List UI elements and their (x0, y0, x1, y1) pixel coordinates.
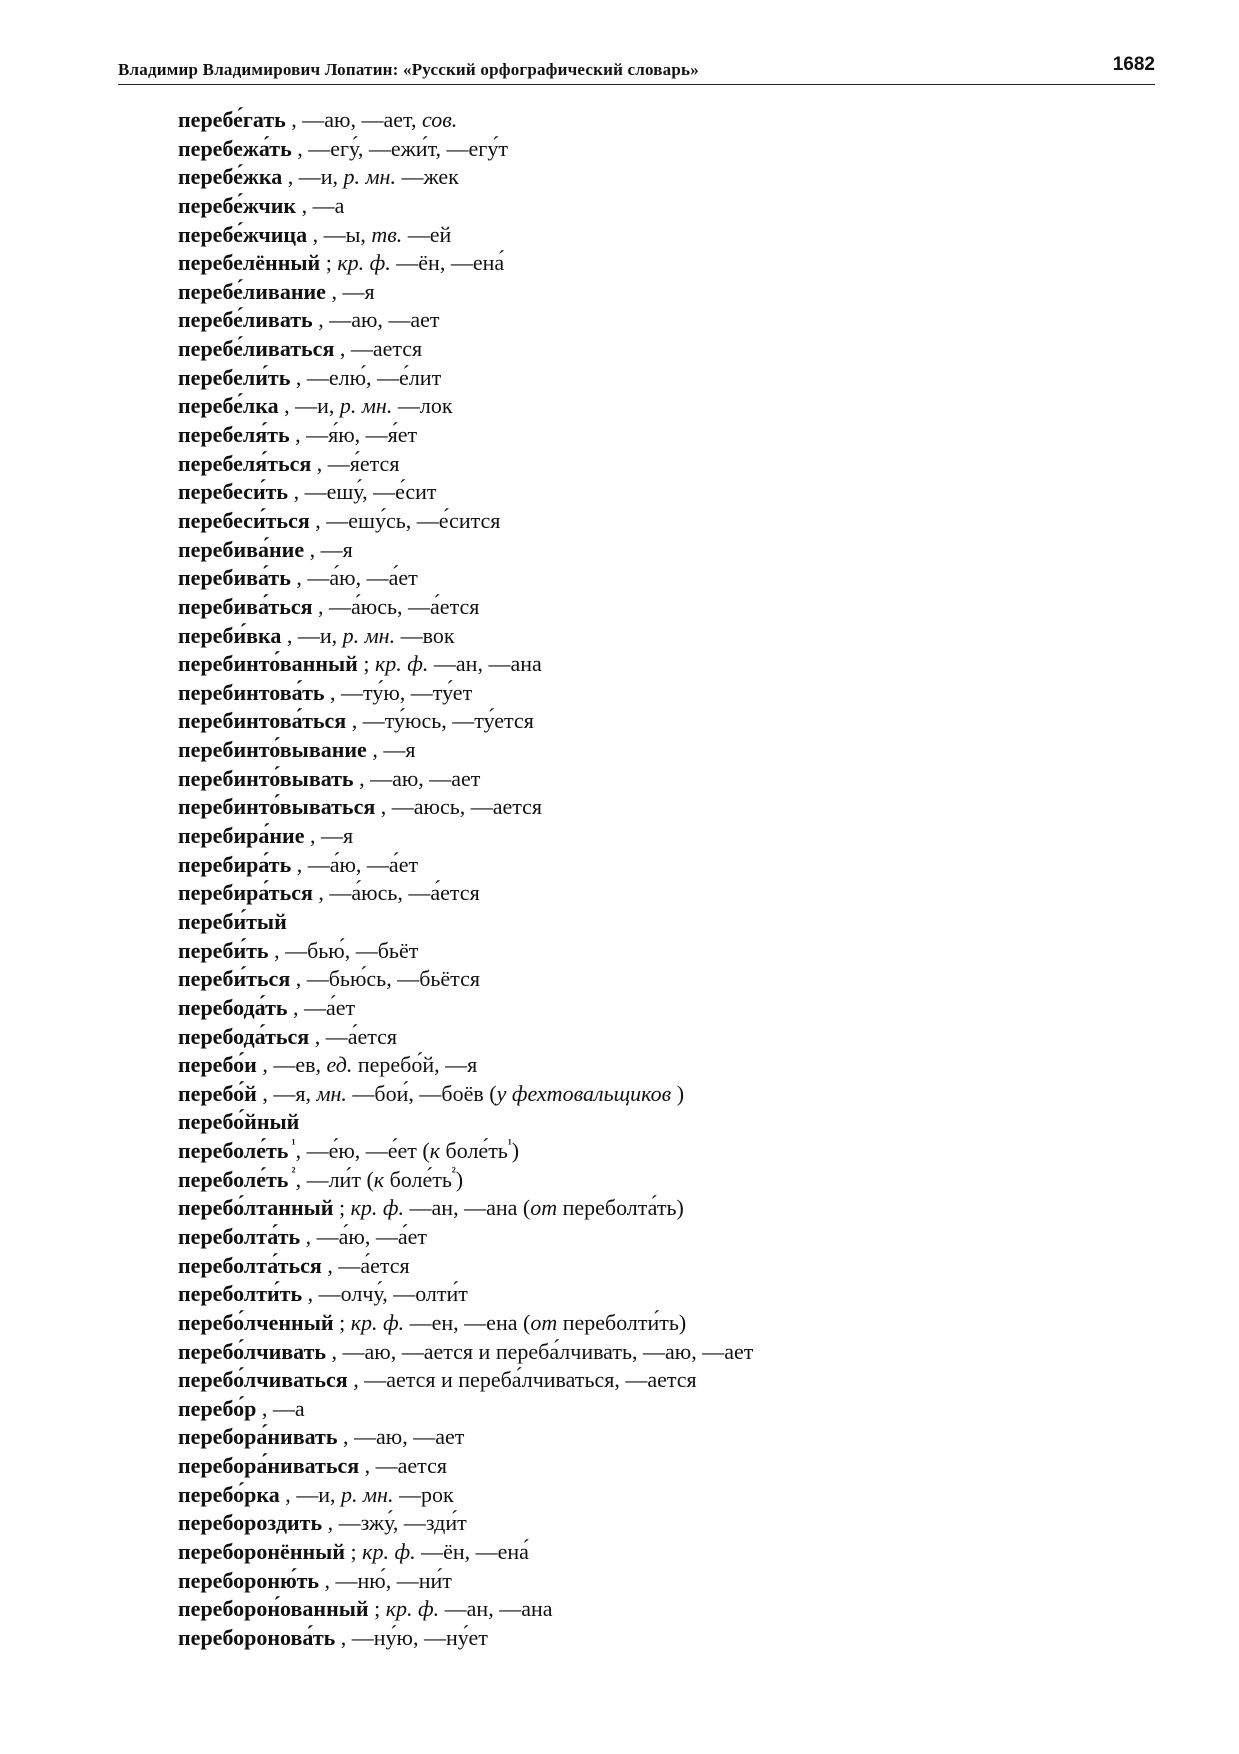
entry-forms: —ён, —ена́ (390, 250, 505, 276)
entry-grammar-label: кр. ф. (350, 1309, 405, 1335)
dictionary-entry (178, 1395, 1158, 1424)
entry-headword: перебо́лчиваться (178, 1367, 348, 1393)
entry-forms: , —а (256, 1395, 305, 1421)
entry-headword: переби́тый (178, 908, 287, 934)
page-header (118, 54, 1155, 85)
entry-forms: , —ев, (256, 1052, 327, 1078)
dictionary-entry (178, 937, 1158, 966)
entry-headword: перебе́жка (178, 164, 283, 190)
entry-forms: ) (671, 1080, 685, 1106)
entry-forms: , —а́ю, —а́ет (291, 851, 419, 877)
dictionary-entry (178, 392, 1158, 421)
entry-forms: , —а (296, 192, 345, 218)
dictionary-entry (178, 908, 1158, 937)
entry-forms: ) (511, 1138, 520, 1164)
entry-headword: перебеля́ться (178, 450, 312, 476)
entry-headword: переби́ть (178, 937, 269, 963)
entry-headword: перебо́и (178, 1052, 257, 1078)
entry-forms: , —а́ется (321, 1252, 410, 1278)
entry-headword: перебели́ть (178, 364, 291, 390)
entry-grammar-label: р. мн. (342, 622, 396, 648)
dictionary-entry (178, 335, 1158, 364)
entry-headword: перебинто́вывать (178, 765, 354, 791)
entry-forms: ; (320, 250, 338, 276)
entry-headword: перебеси́ть (178, 479, 289, 505)
dictionary-entry (178, 679, 1158, 708)
entry-headword: перебе́лка (178, 393, 279, 419)
entry-forms: , —аю, —ает (337, 1424, 465, 1450)
homonym-index: ¹ (507, 1135, 512, 1151)
entry-headword: перебе́жчик (178, 192, 297, 218)
dictionary-entry (178, 1338, 1158, 1367)
entry-forms: , —аюсь, —ается (375, 794, 543, 820)
dictionary-entry (178, 421, 1158, 450)
entry-forms: , —аю, —ается и переба́лчивать, —аю, —ает (326, 1338, 754, 1364)
entry-headword: перебо́лтанный (178, 1195, 334, 1221)
entry-headword: переболта́ться (178, 1252, 322, 1278)
entry-forms: , —и, (278, 393, 340, 419)
dictionary-entry (178, 1423, 1158, 1452)
dictionary-entry (178, 793, 1158, 822)
dictionary-entry (178, 1538, 1158, 1567)
entry-forms: ) (455, 1166, 464, 1192)
entry-grammar-label: кр. ф. (374, 651, 429, 677)
dictionary-entry (178, 450, 1158, 479)
entry-headword: перебе́ливание (178, 278, 326, 304)
entry-headword: перебода́ть (178, 994, 288, 1020)
entry-headword: перебора́ниваться (178, 1453, 360, 1479)
entry-headword: перебе́гать (178, 107, 286, 132)
entry-headword: перебо́й (178, 1080, 257, 1106)
entry-forms: , —ается (359, 1453, 447, 1479)
entry-forms: , —я́ю, —я́ет (289, 422, 418, 448)
entry-headword: перебе́ливать (178, 307, 313, 333)
entry-headword: перебинто́ванный (178, 651, 358, 677)
entry-headword: переби́вка (178, 622, 282, 648)
entry-forms: , —аю, —ает, (285, 107, 422, 132)
dictionary-entry (178, 1366, 1158, 1395)
dictionary-entry (178, 536, 1158, 565)
entry-forms: переболта́ть) (557, 1195, 684, 1221)
entry-forms: , —елю́, —е́лит (290, 364, 442, 390)
entry-forms: , —ну́ю, —ну́ет (335, 1624, 488, 1650)
entry-forms: , —я, (256, 1080, 317, 1106)
dictionary-entry (178, 1567, 1158, 1596)
entry-headword: перебеси́ться (178, 507, 310, 533)
entry-grammar-label: кр. ф. (337, 250, 391, 276)
entry-headword: перебира́ться (178, 880, 313, 906)
entry-grammar-label: кр. ф. (350, 1195, 405, 1221)
entry-grammar-label: ед. (326, 1052, 353, 1078)
dictionary-entry (178, 1023, 1158, 1052)
entry-forms: , —ы, (307, 221, 372, 247)
entry-grammar-label: к (373, 1166, 385, 1192)
entry-grammar-label: у фехтовальщиков (496, 1080, 672, 1106)
entry-forms: , —ту́юсь, —ту́ется (346, 708, 534, 734)
entry-grammar-label: от (530, 1195, 558, 1221)
entry-headword: перебороню́ть (178, 1567, 320, 1593)
entry-forms: , —бью́сь, —бьётся (290, 966, 480, 992)
entry-forms: —ен, —ена ( (404, 1309, 531, 1335)
dictionary-entry (178, 1452, 1158, 1481)
entry-grammar-label: кр. ф. (385, 1596, 440, 1622)
dictionary-entry (178, 1595, 1158, 1624)
dictionary-entry (178, 1194, 1158, 1223)
dictionary-entry (178, 822, 1158, 851)
entry-headword: переборонённый (178, 1539, 346, 1565)
entry-forms: ; (333, 1309, 351, 1335)
dictionary-entry (178, 106, 1158, 135)
entry-headword: переборонова́ть (178, 1624, 336, 1650)
entry-forms: —жек (395, 164, 459, 190)
entry-headword: перебива́ть (178, 565, 291, 591)
entry-forms: , —а́юсь, —а́ется (312, 593, 480, 619)
dictionary-entry (178, 1481, 1158, 1510)
entry-forms: —ей (402, 221, 452, 247)
entry-forms: , —и, (281, 622, 343, 648)
entry-grammar-label: р. мн. (343, 164, 396, 190)
homonym-index: ¹ (288, 1135, 296, 1151)
entry-headword: перебо́р (178, 1395, 257, 1421)
entry-forms: , —а́ется (309, 1023, 397, 1049)
entry-headword: перебира́ть (178, 851, 292, 877)
entry-headword: переболта́ть (178, 1223, 301, 1249)
entry-forms: —лок (392, 393, 453, 419)
entry-forms: , —а́ет (287, 994, 356, 1020)
entry-forms: , —ешу́сь, —е́сится (309, 507, 501, 533)
entry-forms: , —аю, —ает (353, 765, 481, 791)
entry-headword: перебинто́вываться (178, 794, 376, 820)
entry-forms: ; (345, 1539, 363, 1565)
entry-forms: , —бью́, —бьёт (268, 937, 419, 963)
entry-headword: перебива́ние (178, 536, 305, 562)
entry-forms: , —я (304, 823, 354, 849)
entry-headword: перебора́нивать (178, 1424, 338, 1450)
entry-headword: перебода́ться (178, 1023, 310, 1049)
dictionary-entries (178, 106, 1158, 1653)
entry-headword: перебелённый (178, 250, 321, 276)
dictionary-entry (178, 1223, 1158, 1252)
entry-forms: переболти́ть) (557, 1309, 687, 1335)
entry-headword: перебежа́ть (178, 135, 292, 161)
dictionary-entry (178, 965, 1158, 994)
homonym-index: ² (451, 1164, 456, 1180)
entry-headword: перебо́йный (178, 1109, 300, 1135)
entry-forms: , —е́ю, —е́ет ( (295, 1138, 430, 1164)
dictionary-entry (178, 364, 1158, 393)
entry-forms: , —ается (334, 336, 423, 362)
entry-forms: , —а́ю, —а́ет (300, 1223, 427, 1249)
entry-headword: переби́ться (178, 966, 291, 992)
entry-forms: боле́ть (384, 1166, 452, 1192)
dictionary-entry (178, 879, 1158, 908)
running-title: Владимир Владимирович Лопатин: «Русский орфографический словарь» (118, 60, 699, 79)
dictionary-entry (178, 593, 1158, 622)
entry-headword: перебо́лчивать (178, 1338, 327, 1364)
entry-forms: ; (333, 1195, 351, 1221)
entry-headword: перебе́ливаться (178, 336, 335, 362)
dictionary-entry (178, 507, 1158, 536)
entry-forms: ; (368, 1596, 386, 1622)
entry-grammar-label: к (429, 1138, 441, 1164)
entry-forms: , —аю, —ает (312, 307, 440, 333)
dictionary-entry (178, 650, 1158, 679)
entry-grammar-label: мн. (316, 1080, 347, 1106)
entry-forms: , —я́ется (311, 450, 400, 476)
entry-forms: —ан, —ана ( (404, 1195, 531, 1221)
entry-forms: —ён, —ена́ (415, 1539, 529, 1565)
entry-forms: , —ню́, —ни́т (319, 1567, 452, 1593)
entry-forms: , —олчу́, —олти́т (302, 1281, 468, 1307)
entry-headword: перебинтова́ть (178, 679, 325, 705)
entry-forms: , —ту́ю, —ту́ет (324, 679, 473, 705)
dictionary-entry (178, 135, 1158, 164)
dictionary-entry (178, 221, 1158, 250)
entry-forms: —бои́, —боёв ( (346, 1080, 497, 1106)
entry-headword: перебинто́вывание (178, 737, 367, 763)
dictionary-entry (178, 278, 1158, 307)
entry-forms: , —а́ю, —а́ет (290, 565, 418, 591)
entry-grammar-label: р. мн. (339, 393, 393, 419)
entry-grammar-label: р. мн. (341, 1481, 394, 1507)
dictionary-entry (178, 1624, 1158, 1653)
entry-headword: переболти́ть (178, 1281, 303, 1307)
homonym-index: ² (288, 1164, 296, 1180)
dictionary-entry (178, 1108, 1158, 1137)
entry-forms: ; (357, 651, 375, 677)
entry-forms: , —и, (279, 1481, 342, 1507)
entry-forms: , —ли́т ( (295, 1166, 374, 1192)
dictionary-entry (178, 736, 1158, 765)
entry-headword: перебира́ние (178, 823, 305, 849)
entry-forms: , —а́юсь, —а́ется (312, 880, 480, 906)
entry-headword: переболе́ть (178, 1166, 289, 1192)
entry-headword: перебо́рка (178, 1481, 280, 1507)
entry-forms: , —егу́, —ежи́т, —егу́т (291, 135, 508, 161)
dictionary-entry (178, 163, 1158, 192)
entry-headword: перебороздить (178, 1510, 323, 1536)
entry-headword: перебеля́ть (178, 422, 290, 448)
entry-forms: перебо́й, —я (352, 1052, 478, 1078)
entry-forms: —рок (393, 1481, 454, 1507)
dictionary-entry (178, 994, 1158, 1023)
dictionary-entry (178, 1509, 1158, 1538)
dictionary-entry (178, 478, 1158, 507)
entry-forms: боле́ть (440, 1138, 508, 1164)
entry-headword: перебинтова́ться (178, 708, 347, 734)
dictionary-entry (178, 851, 1158, 880)
entry-headword: переболе́ть (178, 1138, 289, 1164)
entry-grammar-label: кр. ф. (362, 1539, 416, 1565)
dictionary-entry (178, 1252, 1158, 1281)
entry-headword: переборон́ованный (178, 1596, 369, 1622)
dictionary-entry (178, 1309, 1158, 1338)
dictionary-entry (178, 564, 1158, 593)
dictionary-entry (178, 1166, 1158, 1195)
dictionary-entry (178, 1137, 1158, 1166)
dictionary-entry (178, 1280, 1158, 1309)
entry-forms: —ан, —ана (439, 1596, 553, 1622)
entry-forms: , —ается и переба́лчиваться, —ается (347, 1367, 697, 1393)
dictionary-entry (178, 765, 1158, 794)
entry-grammar-label: тв. (371, 221, 403, 247)
entry-forms: , —я (366, 737, 416, 763)
entry-headword: перебе́жчица (178, 221, 308, 247)
page-number: 1682 (1112, 54, 1155, 75)
dictionary-entry (178, 1080, 1158, 1109)
dictionary-entry (178, 192, 1158, 221)
entry-grammar-label: сов. (421, 107, 458, 132)
dictionary-entry (178, 249, 1158, 278)
entry-forms: , —я (325, 278, 375, 304)
entry-forms: , —я (304, 536, 353, 562)
entry-forms: —ан, —ана (428, 651, 542, 677)
entry-forms: , —и, (282, 164, 344, 190)
entry-forms: , —ешу́, —е́сит (288, 479, 437, 505)
entry-headword: перебо́лченный (178, 1309, 334, 1335)
dictionary-entry (178, 622, 1158, 651)
entry-headword: перебива́ться (178, 593, 313, 619)
entry-forms: , —зжу́, —зди́т (322, 1510, 467, 1536)
entry-grammar-label: от (530, 1309, 558, 1335)
dictionary-entry (178, 1051, 1158, 1080)
dictionary-entry (178, 306, 1158, 335)
entry-forms: —вок (395, 622, 455, 648)
dictionary-entry (178, 707, 1158, 736)
